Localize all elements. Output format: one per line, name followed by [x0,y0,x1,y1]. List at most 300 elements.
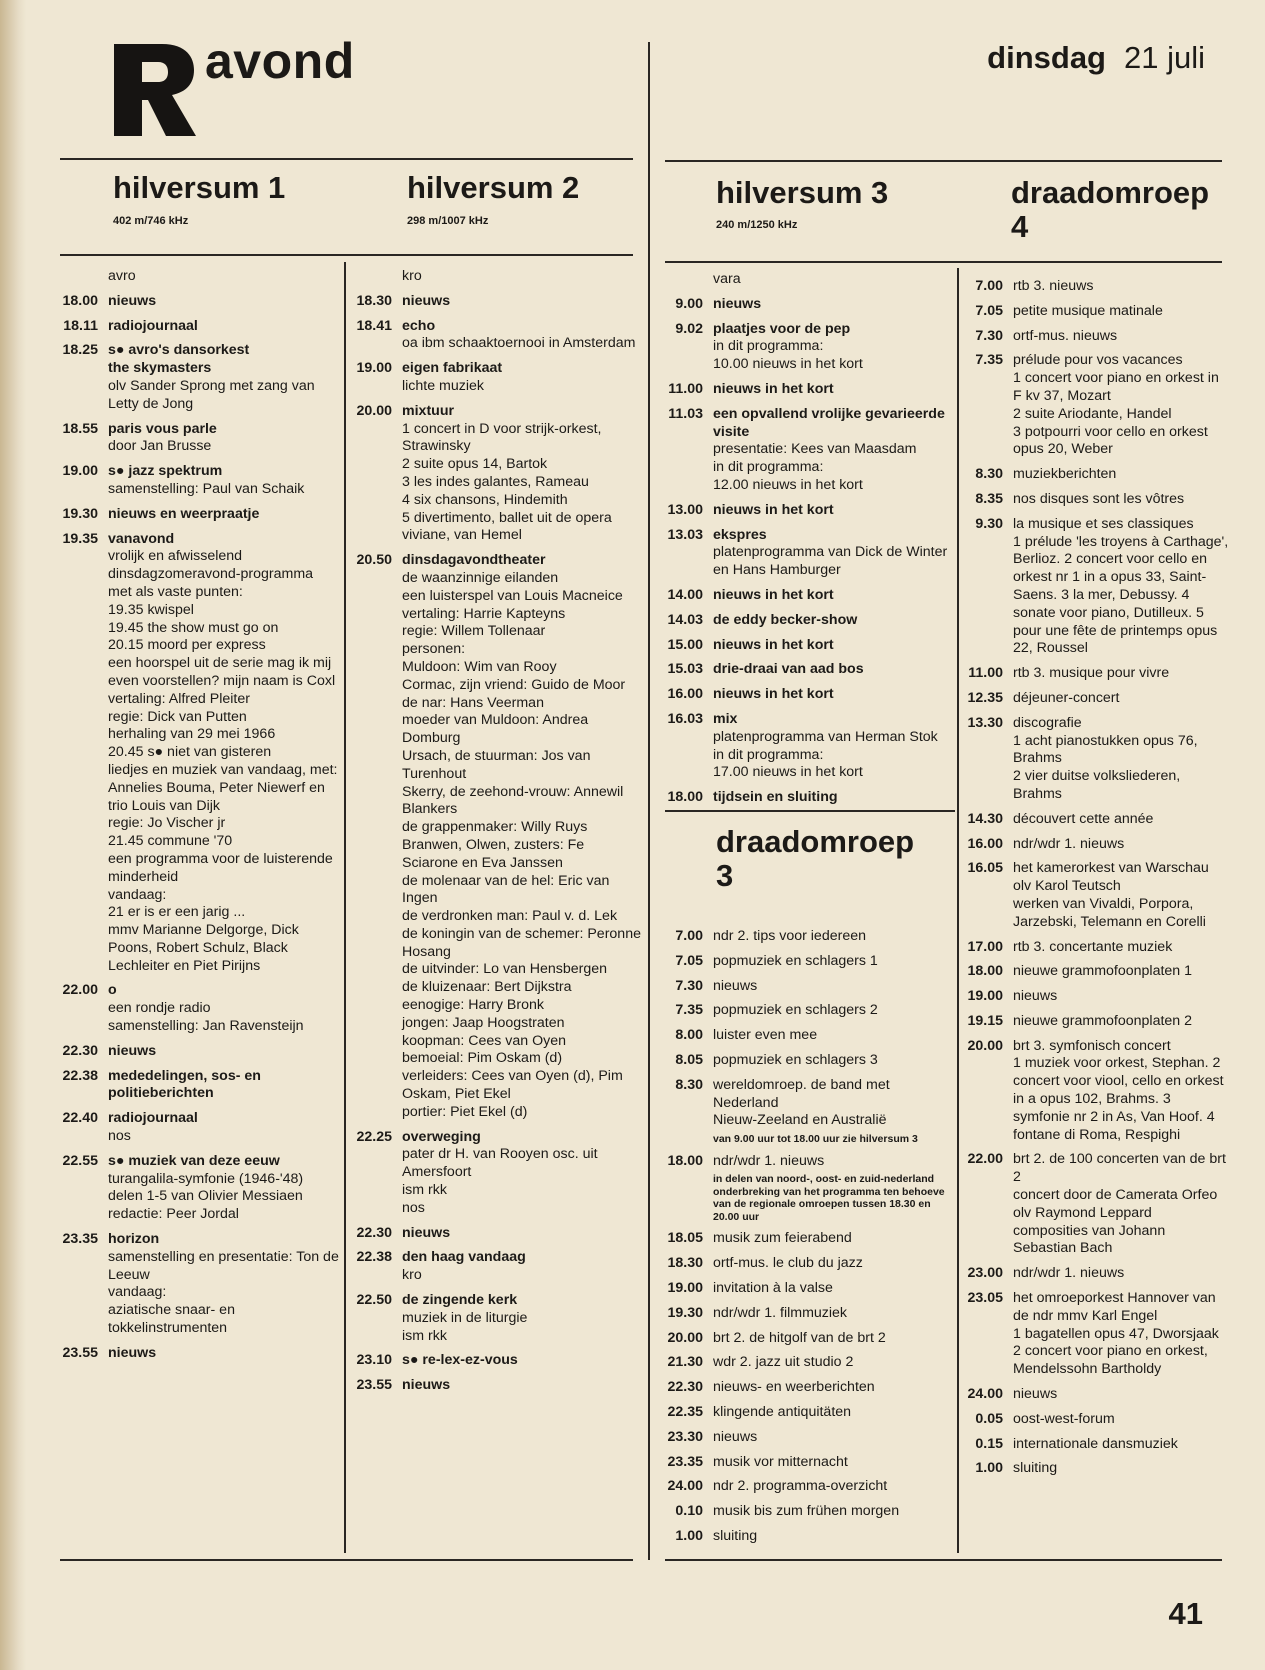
program-title: overweging [402,1128,481,1145]
program-time: 23.05 [967,1290,1003,1307]
program-time [660,1133,713,1146]
schedule-hilversum-2 [350,268,642,1395]
program-entry [660,1354,952,1372]
date: 21 juli [1124,40,1205,75]
program-entry [350,1267,642,1285]
program-entry [958,1013,1230,1031]
program-entry [660,661,952,679]
program-desc: nieuwe grammofoonplaten 1 [1013,963,1193,980]
program-desc: samenstelling: Paul van Schaik [108,480,305,497]
program-entry [56,421,340,457]
program-title: nieuws in het kort [713,380,834,397]
program-time: 20.00 [356,402,392,419]
program-title: s● muziek van deze eeuw [108,1152,280,1169]
program-time: 23.55 [356,1377,392,1394]
program-time: 21.30 [667,1354,703,1371]
program-entry [56,463,340,499]
program-body [713,271,952,289]
program-time: 18.11 [63,317,98,334]
program-time: 13.30 [967,714,1003,731]
program-time: 8.35 [975,490,1003,507]
program-entry [56,1043,340,1061]
program-body [1013,1460,1230,1478]
program-title: ekspres [713,526,767,543]
program-entry [350,552,642,1122]
program-time: 22.40 [62,1110,98,1127]
program-body [713,637,952,655]
program-desc: rtb 3. concertante muziek [1013,938,1173,955]
program-body [402,1352,642,1370]
program-title: o [108,982,117,999]
program-title: nieuws [108,1042,157,1059]
program-desc: platenprogramma van Herman Stok in dit programma: 17.00 nieuws in het kort [713,728,938,781]
program-entry [56,506,340,524]
program-time: 22.00 [62,982,98,999]
freq-hilversum-3: 240 m/1250 kHz [716,219,798,231]
program-body [713,1077,952,1130]
program-body [108,1128,340,1146]
program-body [713,1133,952,1146]
program-body [108,1345,340,1363]
program-desc: turangalila-symfonie (1946-'48) delen 1-5 van Olivier Messiaen redactie: Peer Jordal [108,1170,304,1223]
program-body [108,1231,340,1338]
program-entry [350,268,642,286]
schedule-hilversum-3 [660,271,952,807]
program-body [713,789,952,807]
program-desc: brt 3. symfonisch concert 1 muziek voor orkest, Stephan. 2 concert voor viool, cello en orkest in a opus 102, Brahms. 3 symfonie nr 2 in As, Van Hoof. 4 fontane di Roma, Respighi [1013,1037,1224,1143]
program-entry [56,982,340,1035]
program-entry [56,342,340,413]
program-title: radiojournaal [108,317,198,334]
program-desc: platenprogramma van Dick de Winter en Hans Hamburger [713,544,948,579]
program-body [713,1404,952,1422]
program-entry [660,527,952,580]
section-title: avond [205,33,355,89]
program-entry [660,953,952,971]
program-title: nieuws in het kort [713,686,834,703]
program-time: 15.00 [667,636,703,653]
program-entry [350,318,642,354]
program-time: 24.00 [667,1478,703,1495]
program-body [713,612,952,630]
program-desc: avro [108,268,136,284]
program-body [713,1503,952,1521]
program-desc: het omroeporkest Hannover van de ndr mmv Karl Engel 1 bagatellen opus 47, Dworsjaak 2 concert voor piano en orkest, Mendelssohn Bartholdy [1013,1290,1219,1378]
program-title: dinsdagavondtheater [402,552,546,569]
program-desc: musik zum feierabend [713,1230,852,1247]
program-time: 22.30 [62,1042,98,1059]
schedule-draadomroep-4 [958,271,1230,1478]
program-time: 14.00 [667,586,703,603]
program-time: 7.35 [675,1002,703,1019]
program-time [660,1173,713,1223]
program-title: vanavond [108,530,175,547]
program-time: 22.25 [356,1128,392,1145]
program-time: 22.30 [667,1379,703,1396]
program-entry [660,978,952,996]
right-header-rule [665,261,1222,263]
program-desc: vara [713,271,741,287]
program-title: tijdsein en sluiting [713,789,838,806]
program-time: 19.15 [967,1012,1003,1029]
program-time: 20.50 [356,552,392,569]
program-time: 7.05 [675,952,703,969]
program-title: mededelingen, sos- en politieberichten [108,1067,261,1102]
program-entry [958,278,1230,296]
program-time: 19.30 [667,1304,703,1321]
program-title: nieuws in het kort [713,501,834,518]
program-title: mix [713,710,738,727]
program-entry [958,1436,1230,1454]
program-body [1013,836,1230,854]
program-body [713,1330,952,1348]
program-entry [958,963,1230,981]
program-time: 9.30 [975,515,1003,532]
program-title: s● re-lex-ez-vous [402,1352,518,1369]
program-time: 18.05 [667,1230,703,1247]
program-body [108,1068,340,1104]
program-title: horizon [108,1231,160,1248]
program-entry [958,1460,1230,1478]
program-desc: oa ibm schaaktoernooi in Amsterdam [402,335,636,352]
program-body [1013,466,1230,484]
program-body [713,406,952,495]
program-desc: musik bis zum frühen morgen [713,1503,900,1520]
program-time: 19.30 [62,505,98,522]
program-desc: luister even mee [713,1027,818,1044]
freq-hilversum-2: 298 m/1007 kHz [407,215,489,227]
program-entry [350,1249,642,1267]
program-entry [660,1052,952,1070]
program-desc: wdr 2. jazz uit studio 2 [713,1354,854,1371]
program-body [1013,1290,1230,1379]
program-desc: de waanzinnige eilanden een luisterspel van Louis Macneice vertaling: Harrie Kapteyns regie: Willem Tollenaar personen: Muldoon: Wim van Rooy Cormac, zijn vriend: Guido de Moor de nar: Hans Veerman moeder van Muldoon: Andrea Domburg Ursach, de stuurman: Jos van Turenhout Skerry, de zeehond-vrouw: Annewil Blankers de grappenmaker: Willy Ruys Branwen, Olwen, zusters: Fe Sciarone en Eva Janssen de molenaar van de hel: Eric van Ingen de verdronken man: Paul v. d. Lek de koningin van de schemer: Peronne Hosang de uitvinder: Lo van Hensbergen de kluizenaar: Bert Dijkstra eenogige: Harry Bronk jongen: Jaap Hoogstraten koopman: Cees van Oyen bemoeial: Pim Oskam (d) verleiders: Cees van Oyen (d), Pim Oskam, Piet Ekel portier: Piet Ekel (d) [402,569,641,1120]
left-header-rule [60,254,633,256]
program-entry [958,1038,1230,1145]
program-time: 20.00 [667,1329,703,1346]
program-body [108,506,340,524]
program-body [713,686,952,704]
program-time: 22.35 [667,1404,703,1421]
program-time: 22.50 [356,1292,392,1309]
program-entry [350,1377,642,1395]
program-desc: nieuws [1013,1386,1058,1403]
program-entry [660,1027,952,1045]
program-entry [958,715,1230,804]
program-body [713,296,952,314]
program-time: 11.00 [968,665,1003,682]
program-entry [56,318,340,336]
right-mid-rule [665,810,955,812]
program-body [402,360,642,396]
program-desc: nieuws [713,1428,758,1445]
program-body [108,268,340,286]
program-body [402,1267,642,1285]
program-title: s● jazz spektrum [108,463,223,480]
program-desc: la musique et ses classiques 1 prélude 'les troyens à Carthage', Berlioz. 2 concert voor cello en orkest nr 1 in a opus 33, Saint-Saens. 3 la mer, Debussy. 4 sonate voor piano, Dutilleux. 5 pour une fête de printemps opus 22, Roussel [1013,515,1229,657]
paper-edge [0,0,26,1670]
program-desc: ndr 2. tips voor iedereen [713,928,867,944]
program-body [713,1379,952,1397]
program-title: de zingende kerk [402,1292,518,1309]
program-body [402,1225,642,1243]
program-time: 22.00 [967,1151,1003,1168]
program-entry [958,939,1230,957]
program-title: drie-draai van aad bos [713,661,864,678]
program-time [350,268,402,286]
program-title: echo [402,317,436,334]
program-time: 7.30 [675,977,703,994]
program-time: 8.00 [675,1027,703,1044]
program-desc: musik vor mitternacht [713,1453,848,1470]
program-body [1013,665,1230,683]
program-entry [660,296,952,314]
program-body [713,1478,952,1496]
program-desc: samenstelling en presentatie: Ton de Leeuw vandaag: aziatische snaar- en tokkelinstrumenten [108,1248,339,1337]
program-entry [660,271,952,289]
program-entry [660,381,952,399]
program-time: 23.30 [667,1428,703,1445]
program-body [713,711,952,782]
program-entry [660,1077,952,1130]
program-body [108,421,340,457]
program-time: 8.30 [975,466,1003,483]
program-time: 16.05 [967,860,1003,877]
program-entry [56,1110,340,1128]
program-desc: nieuws- en weerberichten [713,1379,875,1396]
program-entry [660,1280,952,1298]
program-body [713,1173,952,1223]
program-desc: presentatie: Kees van Maasdam in dit programma: 12.00 nieuws in het kort [713,441,917,493]
dateline [987,42,1205,73]
program-body [108,982,340,1035]
program-entry [958,1290,1230,1379]
program-title: paris vous parle [108,420,217,437]
program-time: 23.10 [356,1352,392,1369]
program-desc: 1 concert in D voor strijk-orkest, Strawinsky 2 suite opus 14, Bartok 3 les indes galantes, Rameau 4 six chansons, Hindemith 5 divertimento, ballet uit de opera viviane, van Hemel [402,420,612,544]
schedule-draadomroep-3 [660,921,952,1546]
program-time: 23.35 [667,1453,703,1470]
program-time: 7.05 [975,302,1003,319]
left-bottom-rule [60,1559,633,1561]
program-entry [660,587,952,605]
program-time [56,1128,108,1146]
program-desc: wereldomroep. de band met Nederland Nieuw-Zeeland en Australië [713,1076,890,1129]
program-entry [958,665,1230,683]
program-entry [958,491,1230,509]
program-desc: rtb 3. nieuws [1013,278,1094,294]
right-bottom-rule [665,1559,1222,1561]
program-entry [660,1429,952,1447]
program-entry [660,1503,952,1521]
program-body [1013,690,1230,708]
program-desc: nieuws [1013,988,1058,1005]
program-desc: popmuziek en schlagers 3 [713,1051,878,1068]
program-body [713,1255,952,1273]
program-time: 20.00 [967,1037,1003,1054]
program-desc: het kamerorkest van Warschau olv Karol Teutsch werken van Vivaldi, Porpora, Jarzebski, Telemann en Corelli [1013,860,1209,930]
program-entry [350,403,642,545]
program-title: nieuws en weerpraatje [108,505,260,522]
program-desc: brt 2. de 100 concerten van de brt 2 concert door de Camerata Orfeo olv Raymond Leppard composities van Johann Sebastian Bach [1013,1151,1226,1257]
station-draadomroep-4: draadomroep 4 [1011,175,1210,244]
program-entry [958,466,1230,484]
program-time: 22.38 [62,1067,98,1084]
program-entry [958,1265,1230,1283]
program-entry [56,1345,340,1363]
program-body [713,587,952,605]
program-body [713,1230,952,1248]
program-body [108,1043,340,1061]
program-time: 13.00 [667,501,703,518]
program-body [1013,352,1230,459]
program-time: 0.15 [975,1435,1003,1452]
program-desc: rtb 3. musique pour vivre [1013,665,1170,682]
program-time: 24.00 [967,1386,1003,1403]
program-entry [56,293,340,311]
program-time: 11.00 [668,380,703,397]
program-entry [958,690,1230,708]
program-desc: nos [108,1128,131,1145]
program-desc: muziekberichten [1013,466,1117,483]
program-body [1013,278,1230,296]
program-desc: nieuwe grammofoonplaten 2 [1013,1012,1193,1029]
program-body [1013,1038,1230,1145]
program-body [713,1027,952,1045]
program-body [1013,1411,1230,1429]
program-title: den haag vandaag [402,1249,526,1266]
program-desc: van 9.00 uur tot 18.00 uur zie hilversum 3 [713,1133,918,1146]
program-body [402,318,642,354]
program-entry [660,1255,952,1273]
station-hilversum-2: hilversum 2 [407,170,580,205]
program-title: nieuws [402,292,451,309]
program-time: 18.30 [667,1255,703,1272]
program-desc: klingende antiquitäten [713,1404,852,1421]
program-body [402,268,642,286]
program-desc: ndr/wdr 1. nieuws [1013,1265,1125,1282]
program-desc: olv Sander Sprong met zang van Letty de Jong [108,377,315,412]
program-title: s● avro's dansorkest the skymasters [108,342,250,377]
program-time: 23.35 [62,1231,98,1248]
program-entry [660,502,952,520]
program-body [108,318,340,336]
program-time: 19.00 [667,1280,703,1297]
program-entry [350,1200,642,1218]
program-body [713,1002,952,1020]
program-time [350,1200,402,1218]
program-entry [660,1379,952,1397]
program-entry [958,1151,1230,1258]
program-entry [660,1330,952,1348]
program-title: eigen fabrikaat [402,360,503,377]
program-body [108,342,340,413]
program-entry [958,988,1230,1006]
program-time: 16.03 [667,710,703,727]
program-body [713,1528,952,1546]
program-entry [660,711,952,782]
program-desc: muziek in de liturgie ism rkk [402,1309,528,1344]
program-desc: pater dr H. van Rooyen osc. uit Amersfoort ism rkk [402,1146,598,1199]
program-body [108,293,340,311]
program-desc: sluiting [1013,1460,1058,1477]
program-entry [660,1173,952,1223]
program-body [402,293,642,311]
program-time: 18.00 [667,1152,703,1169]
program-time: 16.00 [667,686,703,703]
program-entry [350,1352,642,1370]
program-body [1013,988,1230,1006]
program-time: 0.10 [675,1503,703,1520]
program-desc: nieuws [713,977,758,994]
program-entry [660,637,952,655]
program-time: 19.00 [356,360,392,377]
program-time: 19.00 [62,463,98,480]
program-time: 7.30 [975,327,1003,344]
program-time: 7.00 [975,278,1003,294]
program-entry [56,1231,340,1338]
program-entry [958,1411,1230,1429]
program-entry [660,321,952,374]
program-time: 14.03 [667,611,703,628]
program-body [1013,516,1230,658]
program-time: 12.35 [967,689,1003,706]
schedule-hilversum-1 [56,268,340,1363]
program-body [1013,811,1230,829]
station-hilversum-3: hilversum 3 [716,175,889,210]
program-body [713,527,952,580]
program-time: 1.00 [975,1460,1003,1477]
program-time: 18.00 [667,789,703,806]
program-time: 19.35 [62,530,98,547]
program-time [660,271,713,289]
program-title: een opvallend vrolijke gevarieerde visite [713,405,945,440]
program-entry [660,612,952,630]
program-entry [660,1153,952,1171]
program-desc: nos [402,1199,425,1216]
program-entry [660,686,952,704]
program-body [1013,1265,1230,1283]
program-time: 18.00 [62,292,98,309]
program-time: 23.00 [967,1265,1003,1282]
program-entry [958,352,1230,459]
program-time: 7.35 [975,352,1003,369]
program-title: nieuws [402,1377,451,1394]
program-title: nieuws in het kort [713,586,834,603]
right-top-rule [665,160,1222,162]
program-body [1013,939,1230,957]
program-body [713,502,952,520]
program-desc: invitation à la valse [713,1280,833,1297]
program-body [1013,303,1230,321]
program-body [1013,860,1230,931]
r-logo-icon [110,40,200,140]
program-body [108,463,340,499]
program-entry [56,1068,340,1104]
program-time: 22.55 [62,1152,98,1169]
program-body [402,1249,642,1267]
program-entry [958,811,1230,829]
program-entry [958,836,1230,854]
page-divider [648,42,650,1560]
program-body [1013,715,1230,804]
program-body [1013,1013,1230,1031]
program-entry [958,516,1230,658]
program-body [108,1110,340,1128]
program-body [713,978,952,996]
program-desc: kro [402,268,422,284]
program-entry [350,360,642,396]
